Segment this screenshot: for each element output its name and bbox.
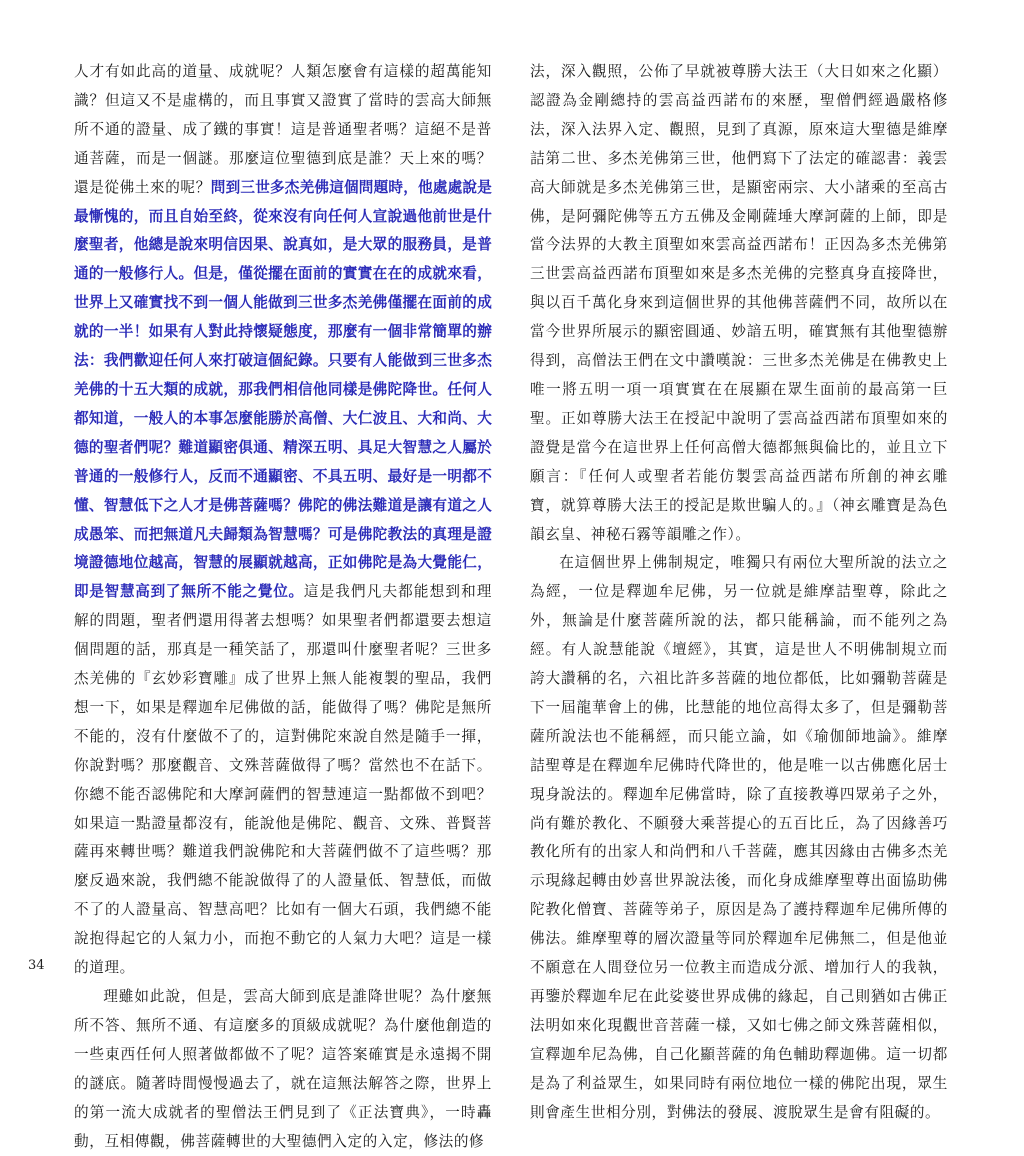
page-number: 34: [28, 958, 45, 973]
right-column: [530, 58, 948, 1128]
left-paragraph-1-lead: 人才有如此高的道量、成就呢？人類怎麼會有這樣的超萬能知識？但這又不是虛構的，而且事實又證實了當時的雲高大師無所不通的證量、成了鐵的事實！這是普通聖者嗎？這絕不是普通菩薩，而是一個謎。那麼這位聖德到底是誰？天上來的嗎？還是從佛土來的呢？: [74, 63, 492, 196]
right-paragraph-2: 在這個世界上佛制規定，唯獨只有兩位大聖所說的法立之為經，一位是釋迦牟尼佛，另一位就是維摩詰聖尊，除此之外，無論是什麼菩薩所說的法，都只能稱論，而不能列之為經。有人說慧能說《壇經》，其實，這是世人不明佛制規立而誇大讚稱的名，六祖比許多菩薩的地位都低，比如彌勒菩薩是下一屆龍華會上的佛，比慧能的地位高得太多了，但是彌勒菩薩所說法也不能稱經，而只能立論，如《瑜伽師地論》。維摩詰聖尊是在釋迦牟尼佛時代降世的，他是唯一以古佛應化居士現身說法的。釋迦牟尼佛當時，除了直接教導四眾弟子之外，尚有難於教化、不願發大乘菩提心的五百比丘，為了因緣善巧教化所有的出家人和尚們和八千菩薩，應其因緣由古佛多杰羌示現緣起轉由妙喜世界說法後，而化身成維摩聖尊出面協助佛陀教化僧寶、菩薩等弟子，原因是為了護持釋迦牟尼佛所傳的佛法。維摩聖尊的層次證量等同於釋迦牟尼佛無二，但是他並不願意在人間登位另一位教主而造成分派、增加行人的我執，再鑒於釋迦牟尼在此娑婆世界成佛的緣起，自己則猶如古佛正法明如來化現觀世音菩薩一樣，又如七佛之師文殊菩薩相似，宣釋迦牟尼為佛，自己化顯菩薩的角色輔助釋迦佛。這一切都是為了利益眾生，如果同時有兩位地位一樣的佛陀出現，眾生則會產生世相分別，對佛法的發展、渡脫眾生是會有阻礙的。: [530, 554, 948, 1121]
left-paragraph-1: [74, 58, 492, 983]
left-column: [74, 58, 492, 1156]
right-paragraph-1: 法，深入觀照，公佈了早就被尊勝大法王（大日如來之化顯）認證為金剛總持的雲高益西諾布的來歷，聖僧們經過嚴格修法，深入法界入定、觀照，見到了真源，原來這大聖德是維摩詰第二世、多杰羌佛第三世，他們寫下了法定的確認書：義雲高大師就是多杰羌佛第三世，是顯密兩宗、大小諸乘的至高古佛，是阿彌陀佛等五方五佛及金剛薩埵大摩訶薩的上師，即是當今法界的大教主頂聖如來雲高益西諾布！正因為多杰羌佛第三世雲高益西諾布頂聖如來是多杰羌佛的完整真身直接降世，與以百千萬化身來到這個世界的其他佛菩薩們不同，故所以在當今世界所展示的顯密圓通、妙諳五明，確實無有其他聖德辦得到，高僧法王們在文中讚嘆說：三世多杰羌佛是在佛教史上唯一將五明一項一項實實在在展顯在眾生面前的最高第一巨聖。正如尊勝大法王在授記中說明了雲高益西諾布頂聖如來的證覺是當今在這世界上任何高僧大德都無與倫比的，並且立下願言：『任何人或聖者若能仿製雲高益西諾布所創的神玄雕寶，就算尊勝大法王的授記是欺世騙人的。』（神玄雕寶是為色韻玄皇、神秘石霧等韻雕之作）。: [530, 63, 948, 543]
highlighted-passage: 問到三世多杰羌佛這個問題時，他處處說是最慚愧的，而且自始至終，從來沒有向任何人宣說過他前世是什麼聖者，他總是說來明信因果、說真如，是大眾的服務員，是普通的一般修行人。但是，僅從擺在面前的實實在在的成就來看，世界上又確實找不到一個人能做到三世多杰羌佛僅擺在面前的成就的一半！如果有人對此持懷疑態度，那麼有一個非常簡單的辦法：我們歡迎任何人來打破這個紀錄。只要有人能做到三世多杰羌佛的十五大類的成就，那我們相信他同樣是佛陀降世。任何人都知道，一般人的本事怎麼能勝於高僧、大仁波且、大和尚、大德的聖者們呢？難道顯密俱通、精深五明、具足大智慧之人屬於普通的一般修行人，反而不通顯密、不具五明、最好是一明都不懂、智慧低下之人才是佛菩薩嗎？佛陀的佛法難道是讓有道之人成愚笨、而把無道凡夫歸類為智慧嗎？可是佛陀教法的真理是證境證德地位越高，智慧的展顯就越高，正如佛陀是為大覺能仁，即是智慧高到了無所不能之覺位。: [74, 178, 492, 601]
left-paragraph-1-tail: 這是我們凡夫都能想到和理解的問題，聖者們還用得著去想嗎？如果聖者們都還要去想這個問題的話，那真是一種笑話了，那還叫什麼聖者呢？三世多杰羌佛的『玄妙彩寶雕』成了世界上無人能複製的聖品，我們想一下，如果是釋迦牟尼佛做的話，能做得了嗎？佛陀是無所不能的，沒有什麼做不了的，這對佛陀來說自然是隨手一揮，你說對嗎？那麼觀音、文殊菩薩做得了嗎？當然也不在話下。你總不能否認佛陀和大摩訶薩們的智慧連這一點都做不到吧？如果這一點證量都沒有，能說他是佛陀、觀音、文殊、普賢菩薩再來轉世嗎？難道我們說佛陀和大菩薩們做不了這些嗎？那麼反過來說，我們總不能說做得了的人證量低、智慧低，而做不了的人證量高、智慧高吧？比如有一個大石頭，我們總不能說抱得起它的人氣力小，而抱不動它的人氣力大吧？這是一樣的道理。: [74, 583, 492, 977]
left-paragraph-2: 理雖如此說，但是，雲高大師到底是誰降世呢？為什麼無所不答、無所不通、有這麼多的頂級成就呢？為什麼他創造的一些東西任何人照著做都做不了呢？這答案確實是永遠揭不開的謎底。隨著時間慢慢過去了，就在這無法解答之際，世界上的第一流大成就者的聖僧法王們見到了《正法寶典》，一時轟動，互相傳觀，佛菩薩轉世的大聖德們入定的入定，修法的修: [74, 988, 492, 1150]
